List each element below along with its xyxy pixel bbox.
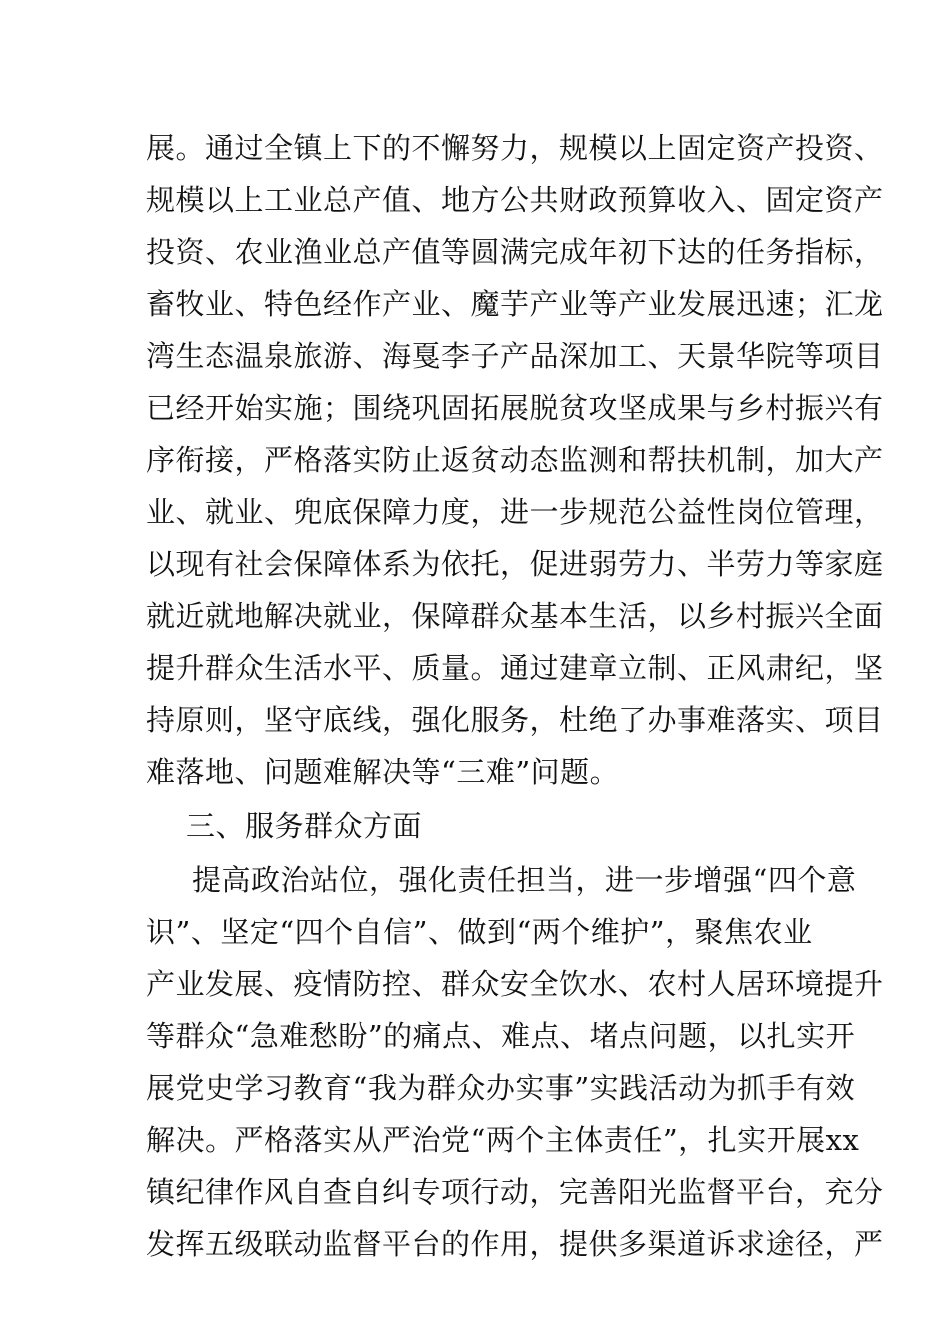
body-text-line: 已经开始实施；围绕巩固拓展脱贫攻坚成果与乡村振兴有: [146, 391, 884, 425]
body-text-line: 提高政治站位，强化责任担当，进一步增强“四个意: [192, 863, 857, 897]
body-text-line: 等群众“急难愁盼”的痛点、难点、堵点问题，以扎实开: [146, 1019, 856, 1053]
body-text-line: 持原则，坚守底线，强化服务，杜绝了办事难落实、项目: [146, 703, 884, 737]
body-text-line: 规模以上工业总产值、地方公共财政预算收入、固定资产: [146, 183, 884, 217]
body-text-line: 投资、农业渔业总产值等圆满完成年初下达的任务指标，: [146, 235, 884, 269]
body-text-line: 镇纪律作风自查自纠专项行动，完善阳光监督平台，充分: [146, 1175, 884, 1209]
body-text-line: 发挥五级联动监督平台的作用，提供多渠道诉求途径，严: [146, 1227, 884, 1261]
body-text-line: 湾生态温泉旅游、海戛李子产品深加工、天景华院等项目: [146, 339, 884, 373]
body-text-line: 展。通过全镇上下的不懈努力，规模以上固定资产投资、: [146, 131, 884, 165]
section-heading: 三、服务群众方面: [186, 809, 423, 843]
body-text-line: 提升群众生活水平、质量。通过建章立制、正风肃纪，坚: [146, 651, 884, 685]
body-text-line: 畜牧业、特色经作产业、魔芋产业等产业发展迅速；汇龙: [146, 287, 884, 321]
body-text-line: 展党史学习教育“我为群众办实事”实践活动为抓手有效: [146, 1071, 856, 1105]
body-text-line: 产业发展、疫情防控、群众安全饮水、农村人居环境提升: [146, 967, 884, 1001]
body-text-line: 解决。严格落实从严治党“两个主体责任”，扎实开展xx: [146, 1123, 860, 1157]
body-text-line: 识”、坚定“四个自信”、做到“两个维护”，聚焦农业: [146, 915, 813, 949]
body-text-line: 序衔接，严格落实防止返贫动态监测和帮扶机制，加大产: [146, 443, 884, 477]
body-text-line: 难落地、问题难解决等“三难”问题。: [146, 755, 620, 789]
body-text-line: 业、就业、兜底保障力度，进一步规范公益性岗位管理，: [146, 495, 884, 529]
body-text-line: 就近就地解决就业，保障群众基本生活，以乡村振兴全面: [146, 599, 884, 633]
body-text-line: 以现有社会保障体系为依托，促进弱劳力、半劳力等家庭: [146, 547, 884, 581]
